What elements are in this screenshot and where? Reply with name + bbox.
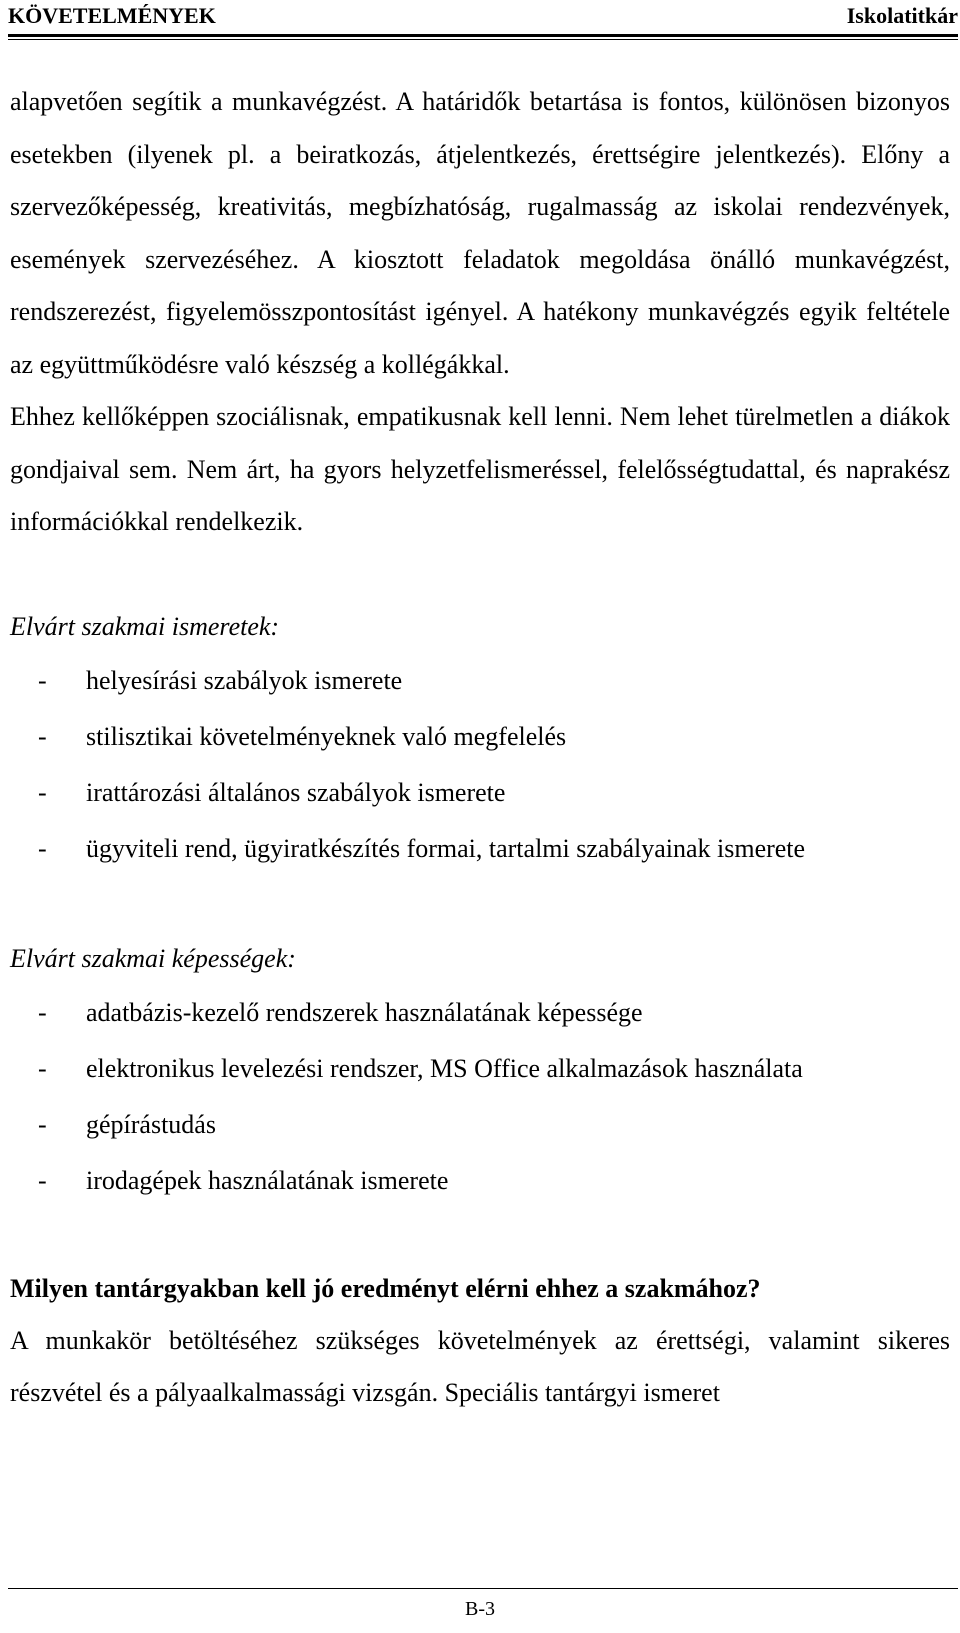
list-dash: - bbox=[38, 997, 47, 1027]
skills-heading: Elvárt szakmai képességek: bbox=[10, 943, 296, 973]
header-document-title: Iskolatitkár bbox=[846, 3, 958, 28]
list-item-text: gépírástudás bbox=[86, 1109, 216, 1139]
page-number: B-3 bbox=[465, 1598, 495, 1620]
footer-rule bbox=[8, 1588, 958, 1589]
skills-list bbox=[10, 985, 950, 1209]
list-dash: - bbox=[38, 1109, 47, 1139]
list-item bbox=[10, 1153, 950, 1209]
answer-paragraph: A munkakör betöltéséhez szükséges követelmények az érettségi, valamint sikeres részvétel és a pályaalkalmassági vizsgán. Speciális tantárgyi ismeret bbox=[10, 1325, 950, 1407]
list-item bbox=[10, 1041, 950, 1097]
list-item bbox=[10, 709, 950, 765]
spacer bbox=[10, 1209, 950, 1263]
intro-paragraph: alapvetően segítik a munkavégzést. A határidők betartása is fontos, különösen bizonyos esetekben (ilyenek pl. a beiratkozás, átjelentkezés, érettségire jelentkezés). Előny a szervezőképesség, kreativitás, megbízhatóság, rugalmasság az iskolai rendezvények, események szervezéséhez. A kiosztott feladatok megoldása önálló munkavégzést, rendszerezést, figyelemösszpontosítást igényel. A hatékony munkavégzés egyik feltétele az együttműködésre való készség a kollégákkal. bbox=[10, 87, 950, 379]
list-item bbox=[10, 653, 950, 709]
second-paragraph: Ehhez kellőképpen szociálisnak, empatikusnak kell lenni. Nem lehet türelmetlen a diákok gondjaival sem. Nem árt, ha gyors helyzetfelismeréssel, felelősségtudattal, és naprakész információkkal rendelkezik. bbox=[10, 402, 950, 536]
list-dash: - bbox=[38, 1053, 47, 1083]
header-rule-thin bbox=[8, 39, 958, 40]
spacer bbox=[10, 549, 950, 601]
list-item-text: ügyviteli rend, ügyiratkészítés formai, tartalmi szabályainak ismerete bbox=[86, 833, 806, 863]
spacer bbox=[10, 877, 950, 933]
list-dash: - bbox=[38, 1165, 47, 1195]
list-item bbox=[10, 821, 950, 877]
list-dash: - bbox=[38, 777, 47, 807]
list-dash: - bbox=[38, 833, 47, 863]
list-item-text: adatbázis-kezelő rendszerek használatának képessége bbox=[86, 997, 643, 1027]
knowledge-list bbox=[10, 653, 950, 877]
page-header bbox=[8, 0, 958, 40]
header-rule-thick bbox=[8, 34, 958, 37]
list-item-text: stilisztikai követelményeknek való megfelelés bbox=[86, 721, 567, 751]
list-item-text: elektronikus levelezési rendszer, MS Office alkalmazások használata bbox=[86, 1053, 803, 1083]
list-dash: - bbox=[38, 721, 47, 751]
list-item-text: irodagépek használatának ismerete bbox=[86, 1165, 449, 1195]
list-item-text: irattározási általános szabályok ismerete bbox=[86, 777, 506, 807]
knowledge-heading: Elvárt szakmai ismeretek: bbox=[10, 611, 280, 641]
page-content bbox=[10, 76, 950, 1420]
list-dash: - bbox=[38, 665, 47, 695]
header-section-title: KÖVETELMÉNYEK bbox=[8, 3, 216, 28]
list-item bbox=[10, 1097, 950, 1153]
question-heading: Milyen tantárgyakban kell jó eredményt elérni ehhez a szakmához? bbox=[10, 1273, 761, 1303]
list-item bbox=[10, 985, 950, 1041]
list-item-text: helyesírási szabályok ismerete bbox=[86, 665, 403, 695]
list-item bbox=[10, 765, 950, 821]
